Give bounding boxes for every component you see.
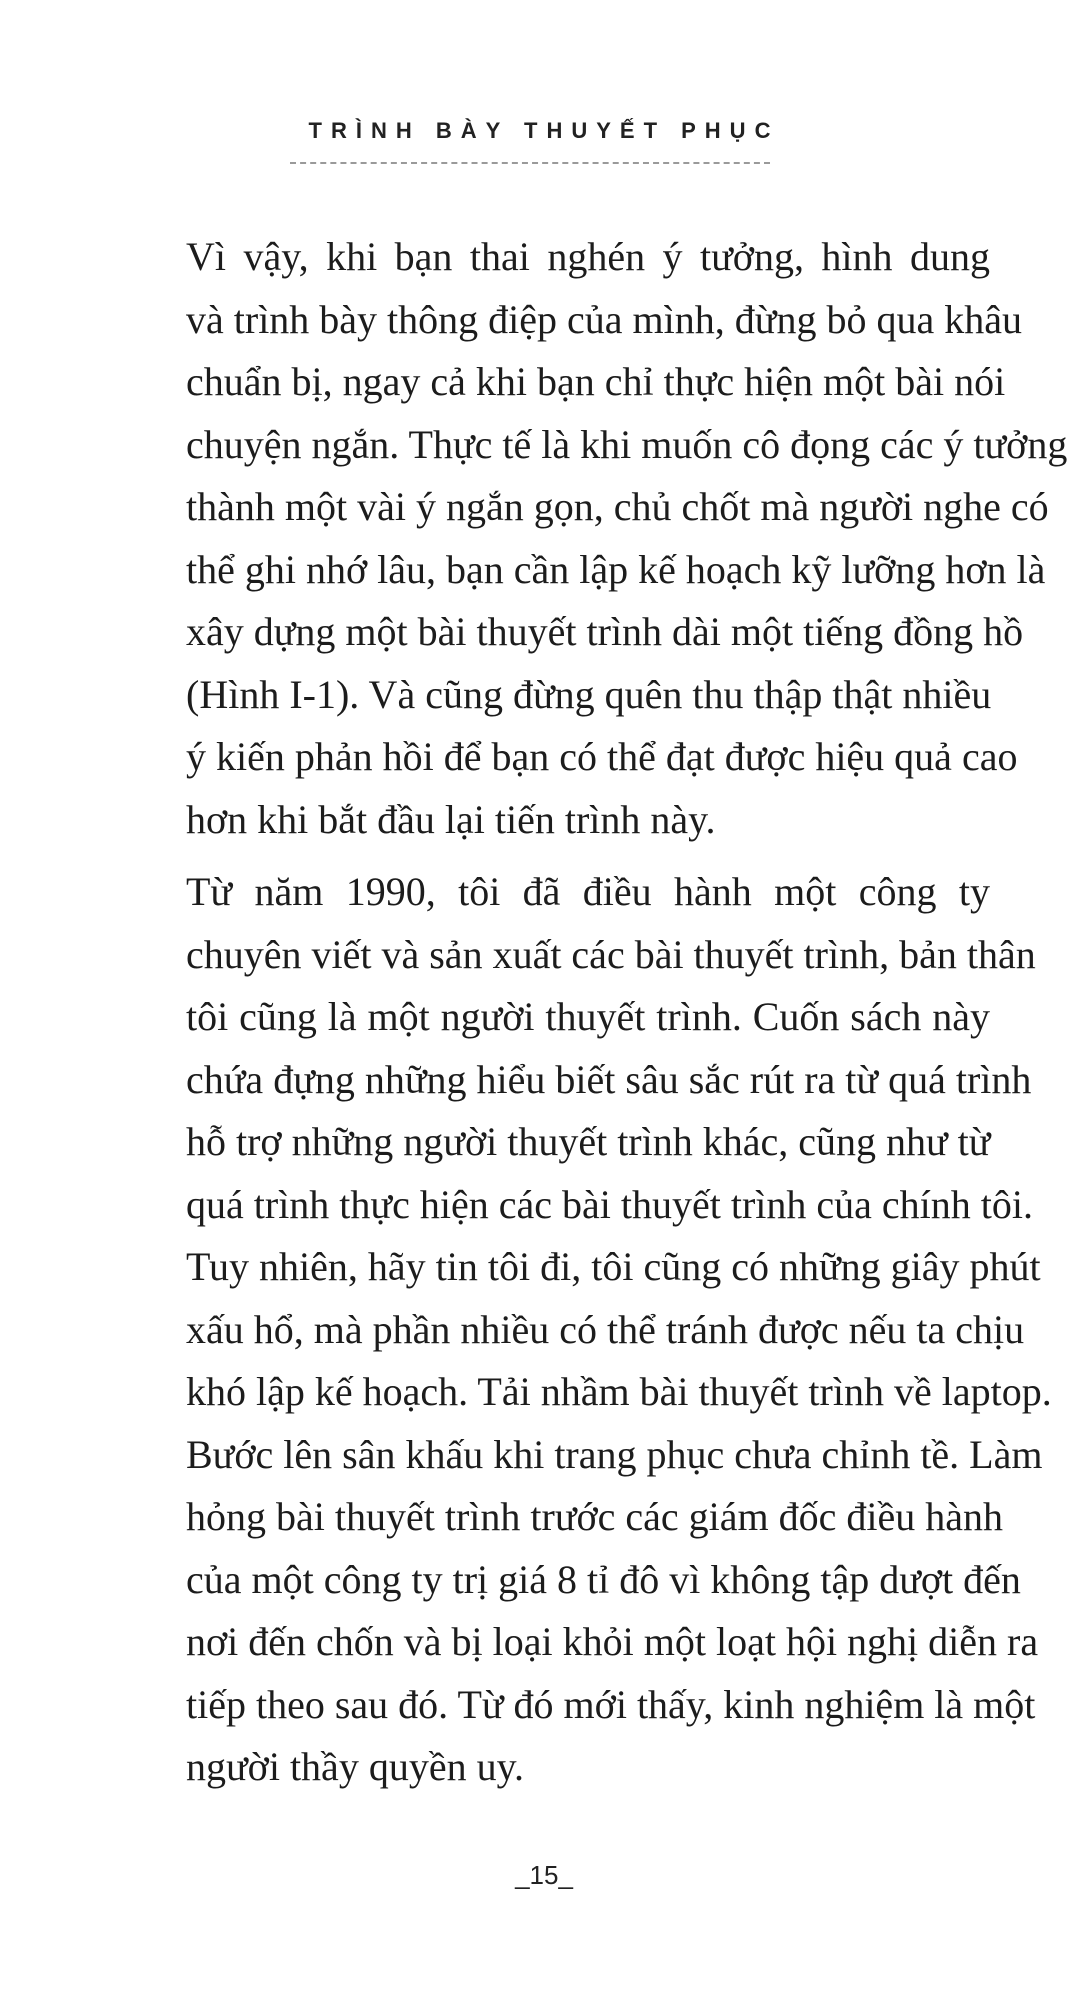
text-line: hơn khi bắt đầu lại tiến trình này. — [186, 796, 716, 842]
text-line: Từ năm 1990, tôi đã điều hành một công ty — [186, 869, 990, 914]
text-line: thể ghi nhớ lâu, bạn cần lập kế hoạch kỹ lưỡng hơn là — [186, 546, 1046, 592]
text-line: khó lập kế hoạch. Tải nhầm bài thuyết trình về laptop. — [186, 1369, 1052, 1414]
text-line: tôi cũng là một người thuyết trình. Cuốn sách này — [186, 994, 990, 1039]
text-line: (Hình I-1). Và cũng đừng quên thu thập thật nhiều — [186, 671, 992, 717]
text-line: hỏng bài thuyết trình trước các giám đốc điều hành — [186, 1494, 1004, 1539]
text-line: thành một vài ý ngắn gọn, chủ chốt mà người nghe có — [186, 484, 1049, 529]
text-line: Tuy nhiên, hãy tin tôi đi, tôi cũng có những giây phút — [186, 1244, 1041, 1289]
text-line: quá trình thực hiện các bài thuyết trình của chính tôi. — [186, 1181, 1033, 1227]
text-line: chuẩn bị, ngay cả khi bạn chỉ thực hiện một bài nói — [186, 359, 1006, 404]
text-line: chuyện ngắn. Thực tế là khi muốn cô đọng các ý tưởng — [186, 421, 1068, 467]
text-line: và trình bày thông điệp của mình, đừng bỏ qua khâu — [186, 296, 1022, 342]
text-line: nơi đến chốn và bị loại khỏi một loạt hội nghị diễn ra — [186, 1619, 1039, 1664]
text-line: chứa đựng những hiểu biết sâu sắc rút ra từ quá trình — [186, 1056, 1032, 1102]
text-line: Vì vậy, khi bạn thai nghén ý tưởng, hình dung — [186, 234, 990, 279]
text-line: của một công ty trị giá 8 tỉ đô vì không tập dượt đến — [186, 1556, 1021, 1602]
text-line: xây dựng một bài thuyết trình dài một tiếng đồng hồ — [186, 609, 1024, 654]
header-dashed-rule — [290, 162, 770, 164]
text-line: chuyên viết và sản xuất các bài thuyết trình, bản thân — [186, 931, 1036, 977]
text-line: hỗ trợ những người thuyết trình khác, cũng như từ — [186, 1119, 991, 1164]
running-header: TRÌNH BÀY THUYẾT PHỤC — [308, 118, 780, 143]
body-text — [97, 226, 1068, 1809]
text-line: Bước lên sân khấu khi trang phục chưa chỉnh tề. Làm — [186, 1431, 1043, 1477]
paragraph-2 — [97, 861, 1052, 1799]
page-number: _15_ — [515, 1860, 573, 1890]
text-line: tiếp theo sau đó. Từ đó mới thấy, kinh nghiệm là một — [186, 1681, 1036, 1727]
text-line: người thầy quyền uy. — [186, 1744, 524, 1789]
text-line: ý kiến phản hồi để bạn có thể đạt được hiệu quả cao — [186, 734, 1018, 779]
text-line: xấu hổ, mà phần nhiều có thể tránh được nếu ta chịu — [186, 1306, 1025, 1352]
paragraph-1 — [97, 226, 1068, 851]
